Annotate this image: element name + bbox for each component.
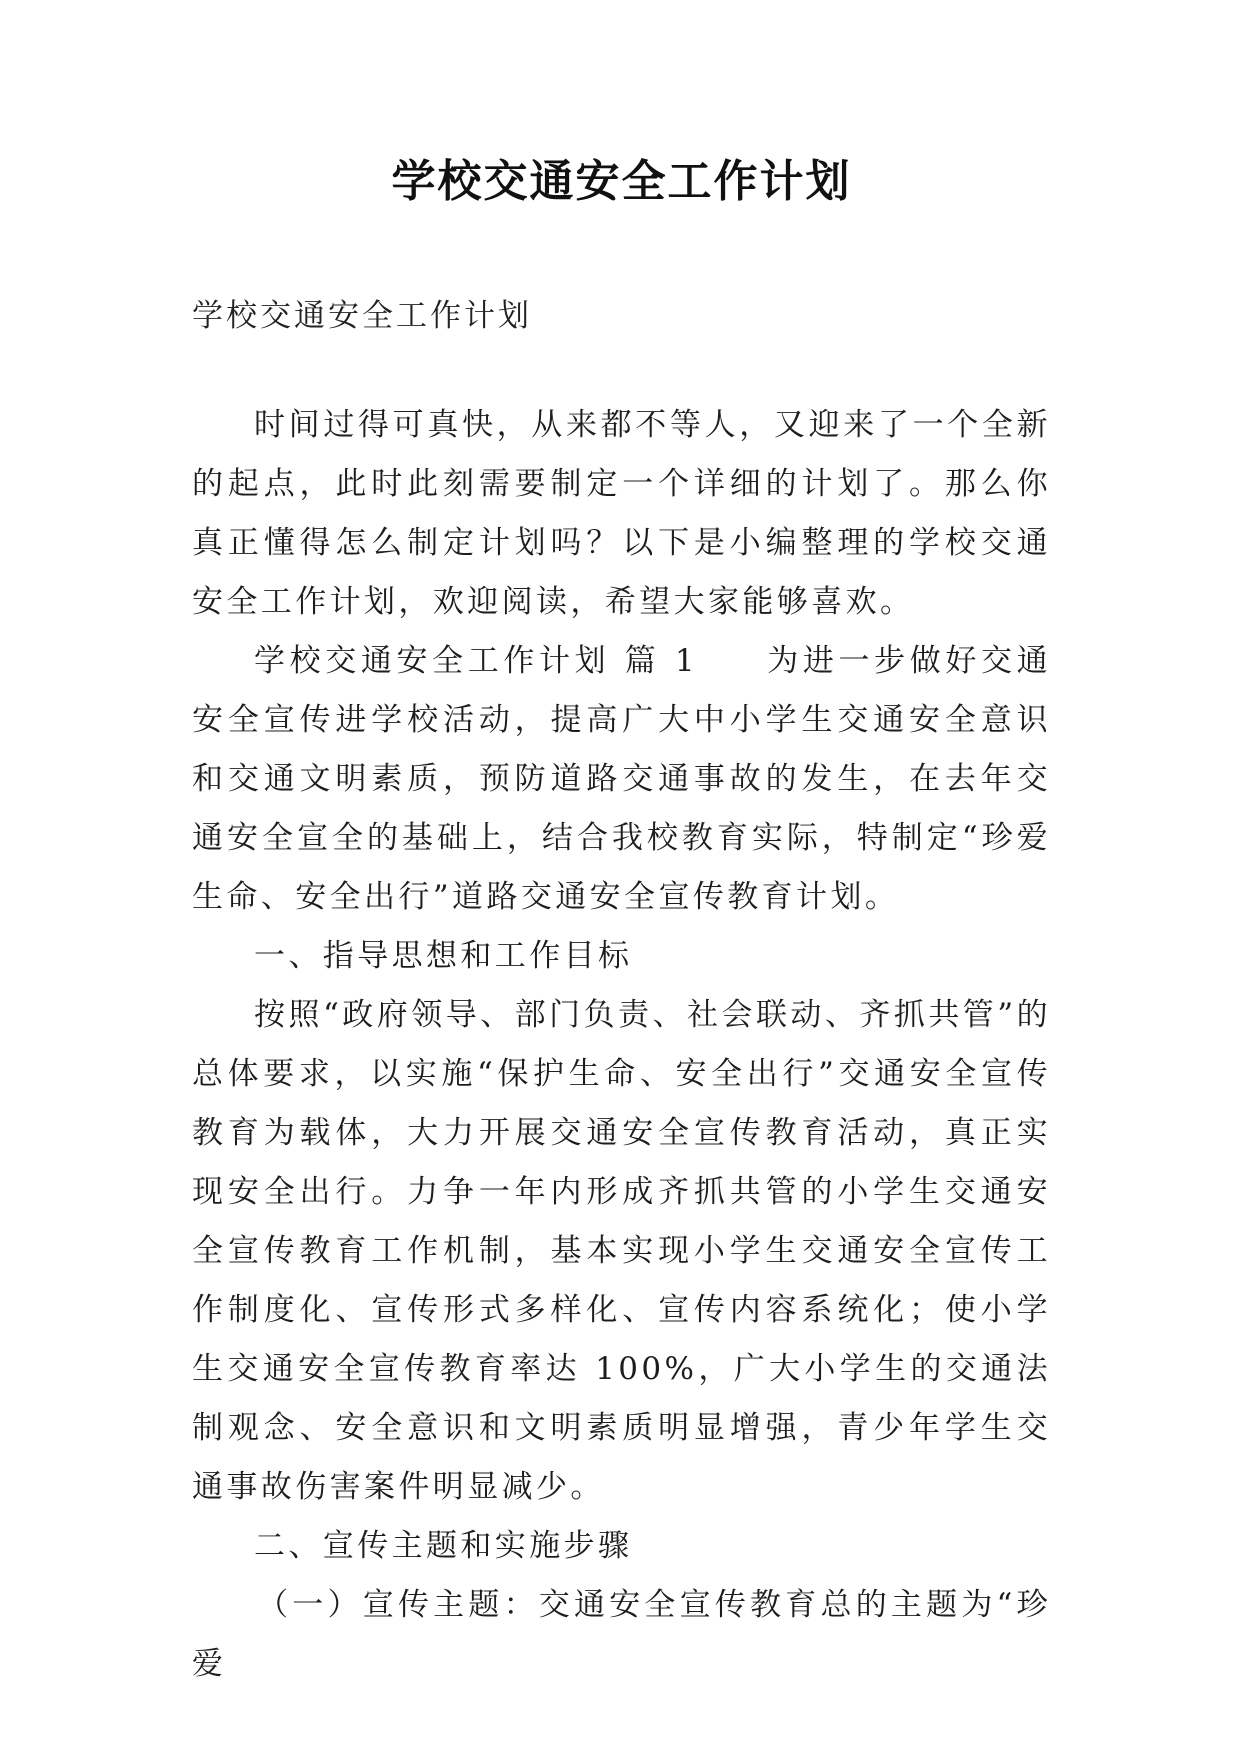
- paragraph-theme: （一）宣传主题：交通安全宣传教育总的主题为“珍爱: [192, 1587, 1051, 1682]
- section-heading: 学校交通安全工作计划 篇 1: [254, 643, 698, 679]
- paragraph-guiding-thought: 按照“政府领导、部门负责、社会联动、齐抓共管”的总体要求，以实施“保护生命、安全出行”交通安全宣传教育为载体，大力开展交通安全宣传教育活动，真正实现安全出行。力争一年内形成齐抓共管的小学生交通安全宣传教育工作机制，基本实现小学生交通安全宣传工作制度化、宣传形式多样化、宣传内容系统化；使小学生交通安全宣传教育率达 100%，广大小学生的交通法制观念、安全意识和文明素质明显增强，青少年学生交通事故伤害案件明显减少。: [192, 997, 1051, 1505]
- heading-guiding-thought: 一、指导思想和工作目标: [254, 938, 633, 974]
- document-body: [192, 396, 1051, 1694]
- intro-paragraph: 时间过得可真快，从来都不等人，又迎来了一个全新的起点，此时此刻需要制定一个详细的计划了。那么你真正懂得怎么制定计划吗？以下是小编整理的学校交通安全工作计划，欢迎阅读，希望大家能够喜欢。: [192, 407, 1051, 620]
- section-paragraph: [192, 632, 1051, 927]
- heading-theme-steps: 二、宣传主题和实施步骤: [254, 1528, 633, 1564]
- document-subtitle: 学校交通安全工作计划: [192, 298, 532, 334]
- document-title: 学校交通安全工作计划: [391, 156, 852, 207]
- section-intro: 为进一步做好交通安全宣传进学校活动，提高广大中小学生交通安全意识和交通文明素质，预防道路交通事故的发生，在去年交通安全宣全的基础上，结合我校教育实际，特制定“珍爱生命、安全出行”道路交通安全宣传教育计划。: [192, 643, 1051, 915]
